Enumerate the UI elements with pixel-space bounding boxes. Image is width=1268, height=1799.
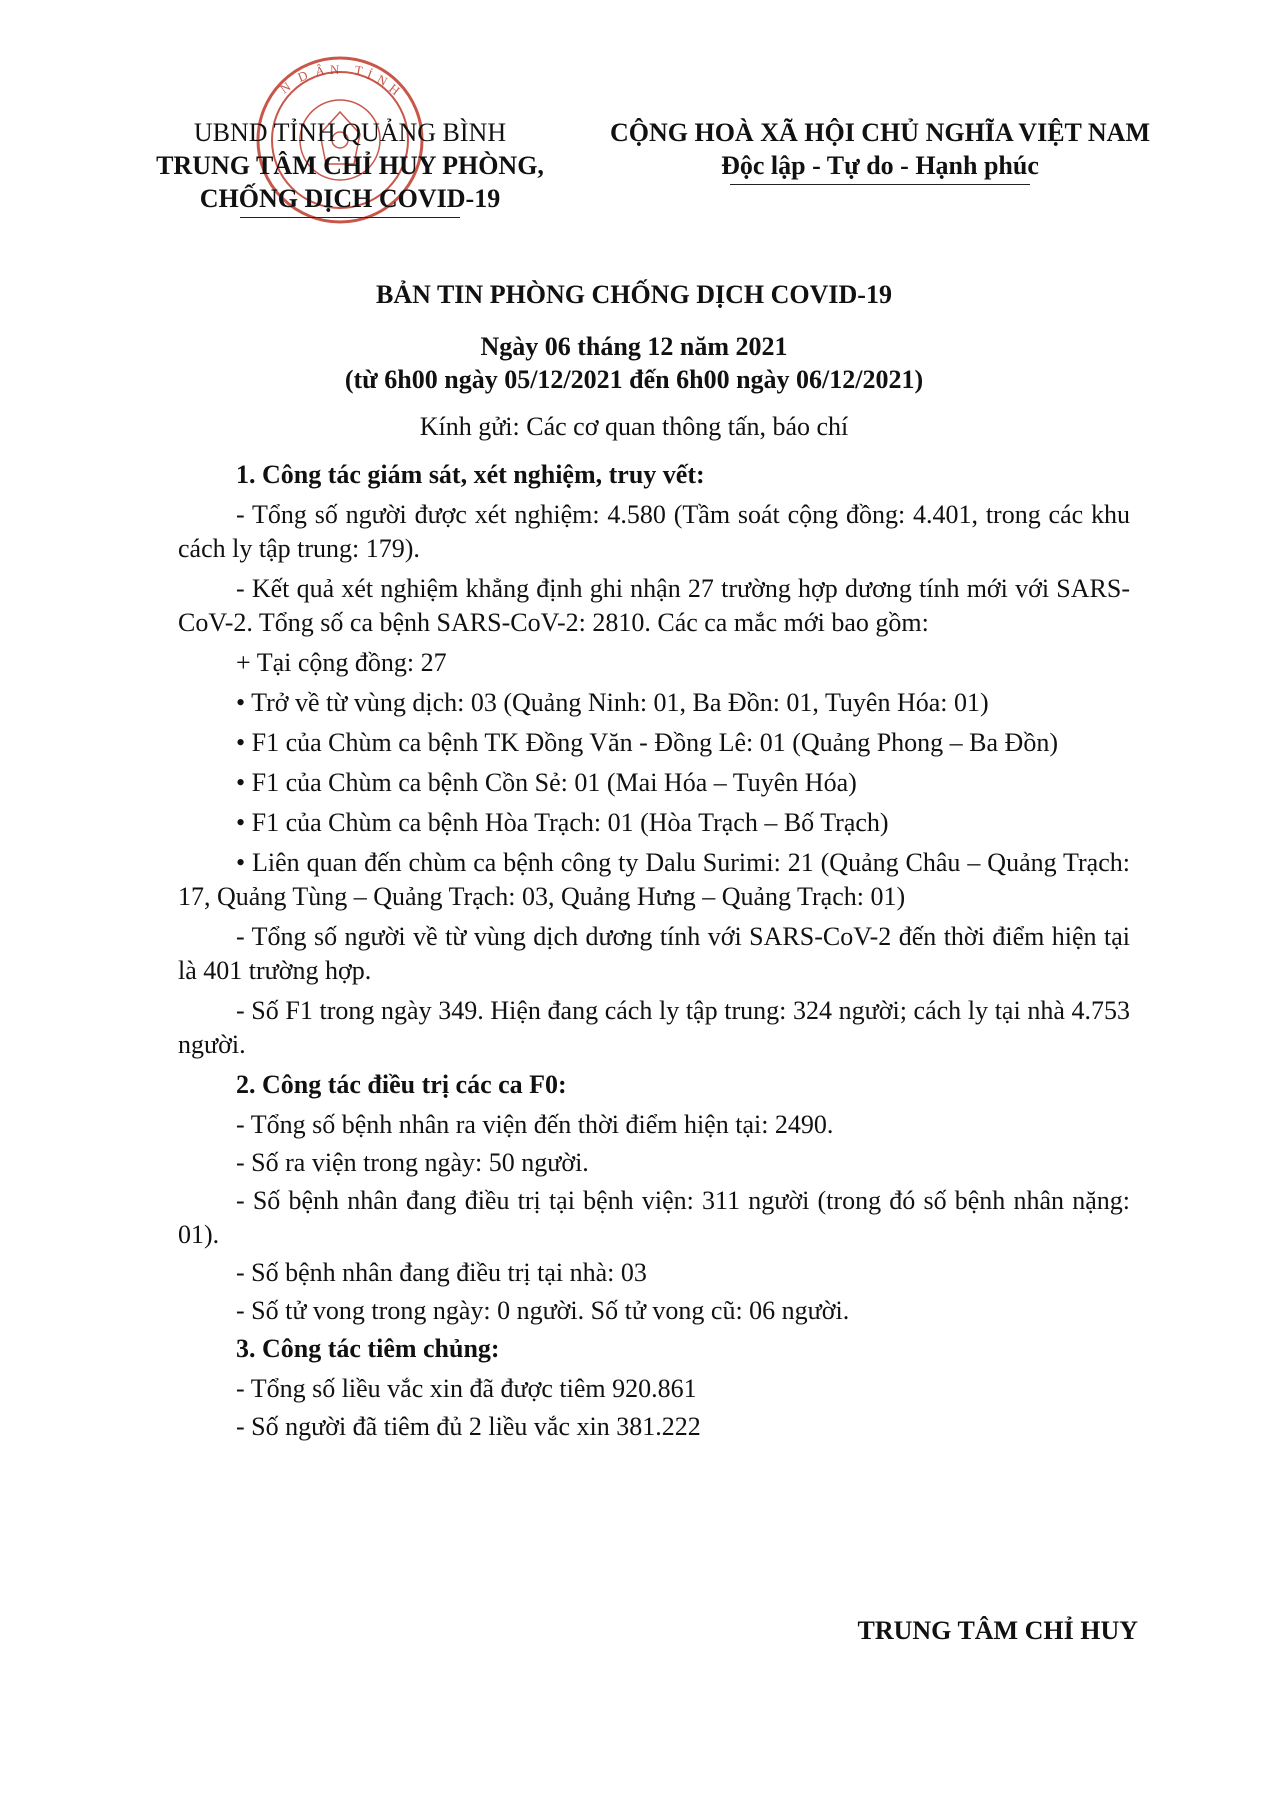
svg-text:H: H — [386, 80, 403, 99]
svg-text:Â: Â — [313, 62, 326, 79]
org-underline — [240, 217, 460, 218]
paragraph: - Số người đã tiêm đủ 2 liều vắc xin 381.222 — [236, 1412, 701, 1441]
signature-block: TRUNG TÂM CHỈ HUY — [857, 1616, 1138, 1645]
svg-text:N: N — [277, 78, 294, 97]
paragraph: • F1 của Chùm ca bệnh Cồn Sẻ: 01 (Mai Hóa – Tuyên Hóa) — [236, 768, 857, 797]
date-block — [0, 330, 1268, 396]
date-line: Ngày 06 tháng 12 năm 2021 — [480, 332, 788, 361]
paragraph: - Số tử vong trong ngày: 0 người. Số tử vong cũ: 06 người. — [236, 1296, 850, 1325]
svg-text:D: D — [295, 67, 310, 85]
svg-text:N: N — [330, 62, 340, 77]
paragraph: - Số ra viện trong ngày: 50 người. — [236, 1148, 589, 1177]
org-line-1: UBND TỈNH QUẢNG BÌNH — [193, 118, 507, 147]
svg-text:T: T — [353, 62, 364, 79]
paragraph: + Tại cộng đồng: 27 — [236, 648, 447, 677]
document-body — [178, 458, 1130, 1448]
paragraph: • F1 của Chùm ca bệnh TK Đồng Văn - Đồng Lê: 01 (Quảng Phong – Ba Đồn) — [236, 728, 1058, 757]
paragraph: - Tổng số liều vắc xin đã được tiêm 920.861 — [236, 1374, 697, 1403]
paragraph: - Số bệnh nhân đang điều trị tại bệnh viện: 311 người (trong đó số bệnh nhân nặng: 01). — [178, 1186, 1130, 1249]
section-heading: 2. Công tác điều trị các ca F0: — [236, 1070, 567, 1099]
paragraph: - Tổng số bệnh nhân ra viện đến thời điểm hiện tại: 2490. — [236, 1110, 834, 1139]
section-heading: 3. Công tác tiêm chủng: — [236, 1334, 500, 1363]
period-line: (từ 6h00 ngày 05/12/2021 đến 6h00 ngày 06/12/2021) — [344, 365, 924, 394]
paragraph: • F1 của Chùm ca bệnh Hòa Trạch: 01 (Hòa Trạch – Bố Trạch) — [236, 808, 889, 837]
national-motto: Độc lập - Tự do - Hạnh phúc — [721, 151, 1039, 180]
paragraph: • Trở về từ vùng dịch: 03 (Quảng Ninh: 01, Ba Đồn: 01, Tuyên Hóa: 01) — [236, 688, 989, 717]
paragraph: - Số F1 trong ngày 349. Hiện đang cách ly tập trung: 324 người; cách ly tại nhà 4.753 người. — [178, 996, 1130, 1059]
paragraph: - Tổng số người được xét nghiệm: 4.580 (Tầm soát cộng đồng: 4.401, trong các khu cách ly tập trung: 179). — [178, 500, 1130, 563]
org-line-2: TRUNG TÂM CHỈ HUY PHÒNG, — [156, 151, 544, 180]
org-line-3: CHỐNG DỊCH COVID-19 — [199, 184, 501, 213]
paragraph: - Số bệnh nhân đang điều trị tại nhà: 03 — [236, 1258, 647, 1287]
issuing-organization — [110, 116, 590, 218]
document-title: BẢN TIN PHÒNG CHỐNG DỊCH COVID-19 — [376, 280, 892, 309]
svg-text:Ỉ: Ỉ — [364, 66, 375, 83]
nation-name: CỘNG HOÀ XÃ HỘI CHỦ NGHĨA VIỆT NAM — [609, 118, 1151, 147]
motto-underline — [730, 184, 1030, 185]
paragraph: - Tổng số người về từ vùng dịch dương tính với SARS-CoV-2 đến thời điểm hiện tại là 401 trường hợp. — [178, 922, 1130, 985]
paragraph: - Kết quả xét nghiệm khẳng định ghi nhận 27 trường hợp dương tính mới với SARS-CoV-2. Tổng số ca bệnh SARS-CoV-2: 2810. Các ca mắc mới bao gồm: — [178, 574, 1130, 637]
recipients-line: Kính gửi: Các cơ quan thông tấn, báo chí — [419, 412, 849, 441]
svg-text:N: N — [374, 71, 390, 90]
paragraph: • Liên quan đến chùm ca bệnh công ty Dalu Surimi: 21 (Quảng Châu – Quảng Trạch: 17, Quảng Tùng – Quảng Trạch: 03, Quảng Hưng – Quảng Trạch: 01) — [178, 848, 1130, 911]
national-header — [580, 116, 1180, 185]
section-heading: 1. Công tác giám sát, xét nghiệm, truy vết: — [236, 460, 705, 489]
